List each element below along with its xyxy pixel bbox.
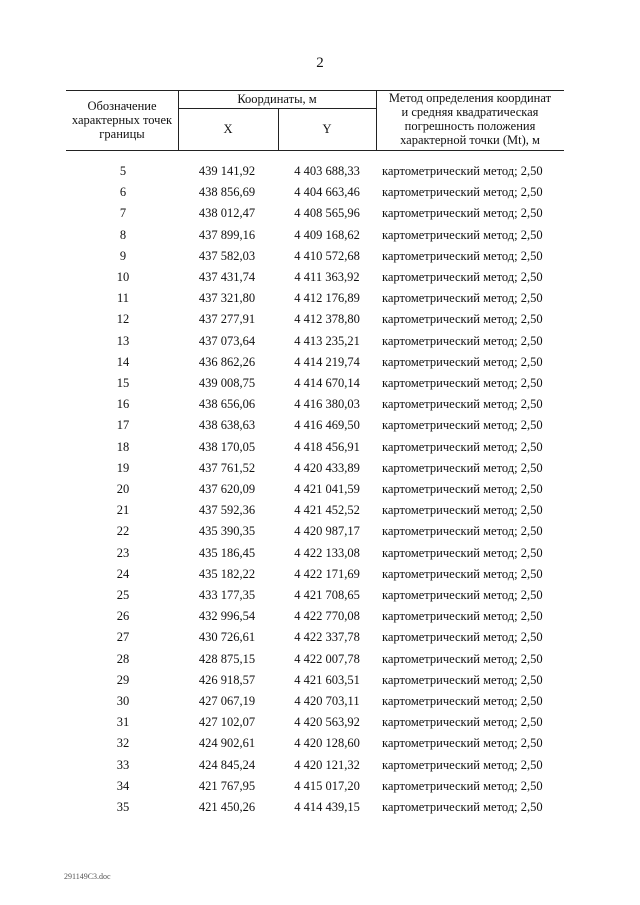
table-row — [0, 652, 640, 673]
point-number: 20 — [116, 482, 130, 496]
method-cell: картометрический метод; 2,50 — [382, 397, 543, 412]
method-cell: картометрический метод; 2,50 — [382, 694, 543, 708]
coord-y: 4 420 128,60 — [294, 736, 360, 751]
point-number: 23 — [116, 545, 130, 560]
point-number: 28 — [116, 651, 130, 666]
coord-x: 435 186,45 — [198, 545, 256, 560]
table-row — [0, 461, 640, 482]
coord-y: 4 421 708,65 — [294, 588, 360, 602]
table-row — [0, 758, 640, 779]
table-row — [0, 376, 640, 397]
point-number: 24 — [116, 566, 130, 581]
table-row — [0, 524, 640, 545]
coord-y: 4 421 041,59 — [294, 482, 360, 496]
table-row — [0, 673, 640, 694]
coord-y: 4 412 378,80 — [294, 312, 360, 327]
coord-y: 4 420 121,32 — [294, 757, 360, 772]
table-row — [0, 503, 640, 524]
point-number: 18 — [116, 439, 130, 454]
table-row — [0, 694, 640, 715]
table-row — [0, 418, 640, 439]
table-row — [0, 355, 640, 376]
table-row — [0, 397, 640, 418]
file-name: 291149C3.doc — [64, 872, 111, 881]
table-row — [0, 630, 640, 651]
coord-x: 437 761,52 — [198, 460, 256, 475]
coord-x: 430 726,61 — [198, 630, 256, 645]
point-number: 11 — [116, 291, 130, 306]
point-number: 35 — [116, 800, 130, 814]
table-row — [0, 800, 640, 821]
method-cell: картометрический метод; 2,50 — [382, 609, 543, 624]
point-number: 15 — [116, 376, 130, 390]
coord-y: 4 422 337,78 — [294, 630, 360, 645]
table-row — [0, 270, 640, 291]
point-number: 34 — [116, 778, 130, 793]
point-number: 29 — [116, 672, 130, 687]
header-method-line: погрешность положения — [404, 119, 536, 133]
method-cell: картометрический метод; 2,50 — [382, 227, 543, 242]
point-number: 14 — [116, 354, 130, 369]
method-cell: картометрический метод; 2,50 — [382, 418, 543, 433]
table-row — [0, 164, 640, 185]
table-row — [0, 779, 640, 800]
point-number: 19 — [116, 460, 130, 475]
coord-x: 437 620,09 — [198, 482, 256, 496]
coord-y: 4 403 688,33 — [294, 164, 360, 178]
coord-x: 437 321,80 — [198, 291, 256, 306]
point-number: 6 — [119, 185, 127, 200]
point-number: 12 — [116, 312, 130, 327]
coord-x: 437 592,36 — [198, 503, 256, 518]
method-cell: картометрический метод; 2,50 — [382, 566, 543, 581]
coord-y: 4 411 363,92 — [294, 270, 360, 284]
coord-x: 435 182,22 — [198, 566, 256, 581]
point-number: 17 — [116, 418, 130, 433]
coord-y: 4 414 439,15 — [294, 800, 360, 814]
point-number: 16 — [116, 397, 130, 412]
point-number: 22 — [116, 524, 130, 539]
method-cell: картометрический метод; 2,50 — [382, 206, 543, 221]
coord-y: 4 414 219,74 — [294, 354, 360, 369]
coord-y: 4 415 017,20 — [294, 778, 360, 793]
header-y: Y — [322, 122, 332, 136]
coord-x: 438 638,63 — [198, 418, 256, 433]
table-row — [0, 185, 640, 206]
table-row — [0, 249, 640, 270]
coord-x: 424 902,61 — [198, 736, 256, 751]
page-number: 2 — [316, 55, 324, 71]
coord-y: 4 421 452,52 — [294, 503, 360, 518]
coord-x: 438 012,47 — [198, 206, 256, 221]
point-number: 27 — [116, 630, 130, 645]
table-row — [0, 567, 640, 588]
table-row — [0, 440, 640, 461]
table-row — [0, 546, 640, 567]
point-number: 32 — [116, 736, 130, 751]
coord-y: 4 422 007,78 — [294, 651, 360, 666]
coord-x: 437 431,74 — [198, 270, 256, 284]
coord-x: 435 390,35 — [198, 524, 256, 539]
method-cell: картометрический метод; 2,50 — [382, 800, 543, 814]
coord-y: 4 418 456,91 — [294, 439, 360, 454]
coord-x: 433 177,35 — [198, 588, 256, 602]
method-cell: картометрический метод; 2,50 — [382, 757, 543, 772]
coord-y: 4 408 565,96 — [294, 206, 360, 221]
coord-x: 436 862,26 — [198, 354, 256, 369]
coord-x: 437 582,03 — [198, 248, 256, 263]
coord-y: 4 422 770,08 — [294, 609, 360, 624]
method-cell: картометрический метод; 2,50 — [382, 248, 543, 263]
table-row — [0, 206, 640, 227]
coord-x: 421 767,95 — [198, 778, 256, 793]
coord-y: 4 414 670,14 — [294, 376, 360, 390]
header-designation-line: характерных точек — [71, 113, 173, 127]
coord-x: 427 067,19 — [198, 694, 256, 708]
coord-y: 4 421 603,51 — [294, 672, 360, 687]
coord-y: 4 420 433,89 — [294, 460, 360, 475]
point-number: 26 — [116, 609, 130, 624]
header-coordinates: Координаты, м — [237, 92, 317, 106]
point-number: 9 — [119, 248, 127, 263]
coord-x: 439 008,75 — [198, 376, 256, 390]
coord-x: 421 450,26 — [198, 800, 256, 814]
table-row — [0, 736, 640, 757]
method-cell: картометрический метод; 2,50 — [382, 778, 543, 793]
point-number: 30 — [116, 694, 130, 708]
method-cell: картометрический метод; 2,50 — [382, 185, 543, 200]
point-number: 8 — [119, 227, 127, 242]
method-cell: картометрический метод; 2,50 — [382, 439, 543, 454]
method-cell: картометрический метод; 2,50 — [382, 312, 543, 327]
table-row — [0, 291, 640, 312]
header-method-line: характерной точки (Mt), м — [400, 133, 540, 147]
point-number: 21 — [116, 503, 130, 518]
method-cell: картометрический метод; 2,50 — [382, 736, 543, 751]
method-cell: картометрический метод; 2,50 — [382, 376, 543, 390]
header-designation-line: Обозначение — [87, 99, 157, 113]
coord-x: 426 918,57 — [198, 672, 256, 687]
header-x: X — [223, 122, 233, 136]
coords-rule — [178, 108, 376, 109]
coord-y: 4 413 235,21 — [294, 333, 360, 348]
method-cell: картометрический метод; 2,50 — [382, 291, 543, 306]
point-number: 33 — [116, 757, 130, 772]
point-number: 13 — [116, 333, 130, 348]
coord-y: 4 412 176,89 — [294, 291, 360, 306]
method-cell: картометрический метод; 2,50 — [382, 545, 543, 560]
coord-x: 438 170,05 — [198, 439, 256, 454]
coord-x: 439 141,92 — [198, 164, 256, 178]
method-cell: картометрический метод; 2,50 — [382, 524, 543, 539]
table-row — [0, 334, 640, 355]
method-cell: картометрический метод; 2,50 — [382, 164, 543, 178]
coord-y: 4 416 469,50 — [294, 418, 360, 433]
coord-y: 4 420 987,17 — [294, 524, 360, 539]
header-method — [376, 91, 564, 147]
coord-y: 4 422 171,69 — [294, 566, 360, 581]
method-cell: картометрический метод; 2,50 — [382, 460, 543, 475]
point-number: 25 — [116, 588, 130, 602]
table-row — [0, 312, 640, 333]
coord-x: 428 875,15 — [198, 651, 256, 666]
method-cell: картометрический метод; 2,50 — [382, 503, 543, 518]
coord-x: 437 277,91 — [198, 312, 256, 327]
header-method-line: Метод определения координат — [388, 91, 552, 105]
coord-y: 4 420 703,11 — [294, 694, 360, 708]
table-row — [0, 228, 640, 249]
method-cell: картометрический метод; 2,50 — [382, 588, 543, 602]
coord-y: 4 410 572,68 — [294, 248, 360, 263]
method-cell: картометрический метод; 2,50 — [382, 651, 543, 666]
coord-y: 4 416 380,03 — [294, 397, 360, 412]
header-bottom-rule — [66, 150, 564, 151]
header-designation-line: границы — [99, 127, 145, 141]
method-cell: картометрический метод; 2,50 — [382, 672, 543, 687]
coord-x: 424 845,24 — [198, 757, 256, 772]
method-cell: картометрический метод; 2,50 — [382, 354, 543, 369]
coord-x: 438 656,06 — [198, 397, 256, 412]
coord-y: 4 420 563,92 — [294, 715, 360, 730]
point-number: 10 — [116, 270, 130, 284]
method-cell: картометрический метод; 2,50 — [382, 270, 543, 284]
table-row — [0, 609, 640, 630]
coord-x: 432 996,54 — [198, 609, 256, 624]
coord-y: 4 404 663,46 — [294, 185, 360, 200]
coord-x: 437 073,64 — [198, 333, 256, 348]
point-number: 7 — [119, 206, 127, 221]
coord-x: 438 856,69 — [198, 185, 256, 200]
coord-x: 437 899,16 — [198, 227, 256, 242]
header-designation — [66, 99, 178, 141]
coord-y: 4 422 133,08 — [294, 545, 360, 560]
table-row — [0, 482, 640, 503]
method-cell: картометрический метод; 2,50 — [382, 715, 543, 730]
point-number: 5 — [119, 164, 127, 178]
method-cell: картометрический метод; 2,50 — [382, 482, 543, 496]
point-number: 31 — [116, 715, 130, 730]
table-row — [0, 588, 640, 609]
table-header — [66, 90, 564, 150]
method-cell: картометрический метод; 2,50 — [382, 333, 543, 348]
table-row — [0, 715, 640, 736]
coord-x: 427 102,07 — [198, 715, 256, 730]
header-method-line: и средняя квадратическая — [401, 105, 539, 119]
coord-y: 4 409 168,62 — [294, 227, 360, 242]
method-cell: картометрический метод; 2,50 — [382, 630, 543, 645]
